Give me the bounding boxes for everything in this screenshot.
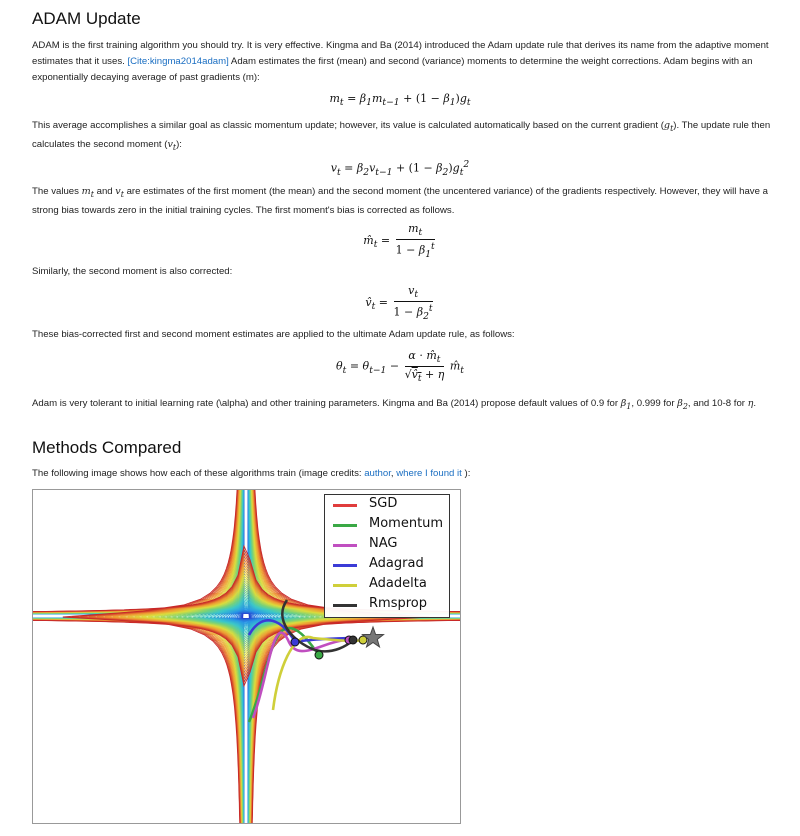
legend-swatch [333, 524, 357, 527]
optimizer-endpoint [291, 638, 299, 646]
legend-label: SGD [369, 496, 398, 511]
equation-update-rule: $\theta_t = \theta_{t-1}$ − $\frac{\alpha \cdot m̂_t}{√v̂_t + \eta}$ $m̂_t$ [336, 349, 464, 385]
legend-label: Adagrad [369, 556, 424, 571]
legend-swatch [333, 604, 357, 607]
equation-first-moment: $m_t = \beta_1m_{t-1} + (1 - \beta_1)g_t$ [329, 92, 471, 109]
section-title-adam: ADAM Update [32, 9, 141, 28]
optimizer-endpoint [349, 636, 357, 644]
legend-item-adadelta [325, 575, 449, 595]
equation-m-hat: $m̂_t$ = $\frac{m_t}{1 - \beta_1^t}$ [363, 222, 435, 261]
minimum-star [363, 627, 384, 647]
paragraph-second-corrected: Similarly, the second moment is also corrected: [32, 266, 233, 277]
legend-item-adagrad [325, 555, 449, 575]
legend-item-momentum [325, 515, 449, 535]
legend-label: NAG [369, 536, 398, 551]
legend-swatch [333, 564, 357, 567]
paragraph-defaults: Adam is very tolerant to initial learning rate (\alpha) and other training parameters. Kingma and Ba (2014) propose default values of 0.9 for $\beta_1$, 0.999 for $\beta_2$, and 10-8 for η. [32, 398, 757, 411]
paragraph-momentum: This average accomplishes a similar goal as classic momentum update; however, its value is calculated automatically based on the current gradient $(g_t)$. The update rule then calculates the second moment $(v_t)$: [32, 120, 771, 152]
author-link[interactable]: author [364, 468, 391, 479]
legend-swatch [333, 544, 357, 547]
legend-label: Momentum [369, 516, 444, 531]
cite-link[interactable]: [Cite:kingma2014adam] [127, 56, 229, 67]
legend-swatch [333, 584, 357, 587]
optimizer-endpoint [315, 651, 323, 659]
source-link[interactable]: where I found it [396, 468, 462, 479]
legend-label: Rmsprop [369, 596, 427, 611]
legend-item-rmsprop [325, 595, 449, 615]
legend-label: Adadelta [369, 576, 427, 591]
legend-item-nag [325, 535, 449, 555]
optimizer-comparison-figure [32, 489, 461, 824]
section-title-methods: Methods Compared [32, 438, 182, 457]
legend-item-sgd [325, 495, 449, 515]
legend [324, 494, 450, 618]
equation-v-hat: $v̂_t$ = $\frac{v_t}{1 - \beta_2^t}$ [365, 284, 433, 323]
paragraph-intro: ADAM is the first training algorithm you should try. It is very effective. Kingma and Ba (2014) introduced the Adam update rule that derives its name from the adaptive moment estimates that it uses. [Cite:kingma2014adam] Adam estimates the first (mean) and second (variance) moments to determine the weight corrections. Adam begins with an exponentially decaying average of past gradients (m): [32, 40, 769, 83]
paragraph-applied: These bias-corrected first and second moment estimates are applied to the ultimate Adam update rule, as follows: [32, 329, 515, 340]
paragraph-bias: The values $m_t$ and $v_t$ are estimates of the first moment (the mean) and the second moment (the uncentered variance) of the gradients respectively. However, they will have a strong bias towards zero in the initial training cycles. The first moment's bias is corrected as follows. [32, 186, 768, 216]
equation-second-moment: $v_t = \beta_2v_{t-1} + (1 - \beta_2)g_t^2$ [330, 159, 470, 178]
paragraph-image-credits: The following image shows how each of these algorithms train (image credits: author, where I found it ): [32, 468, 471, 479]
legend-swatch [333, 504, 357, 507]
